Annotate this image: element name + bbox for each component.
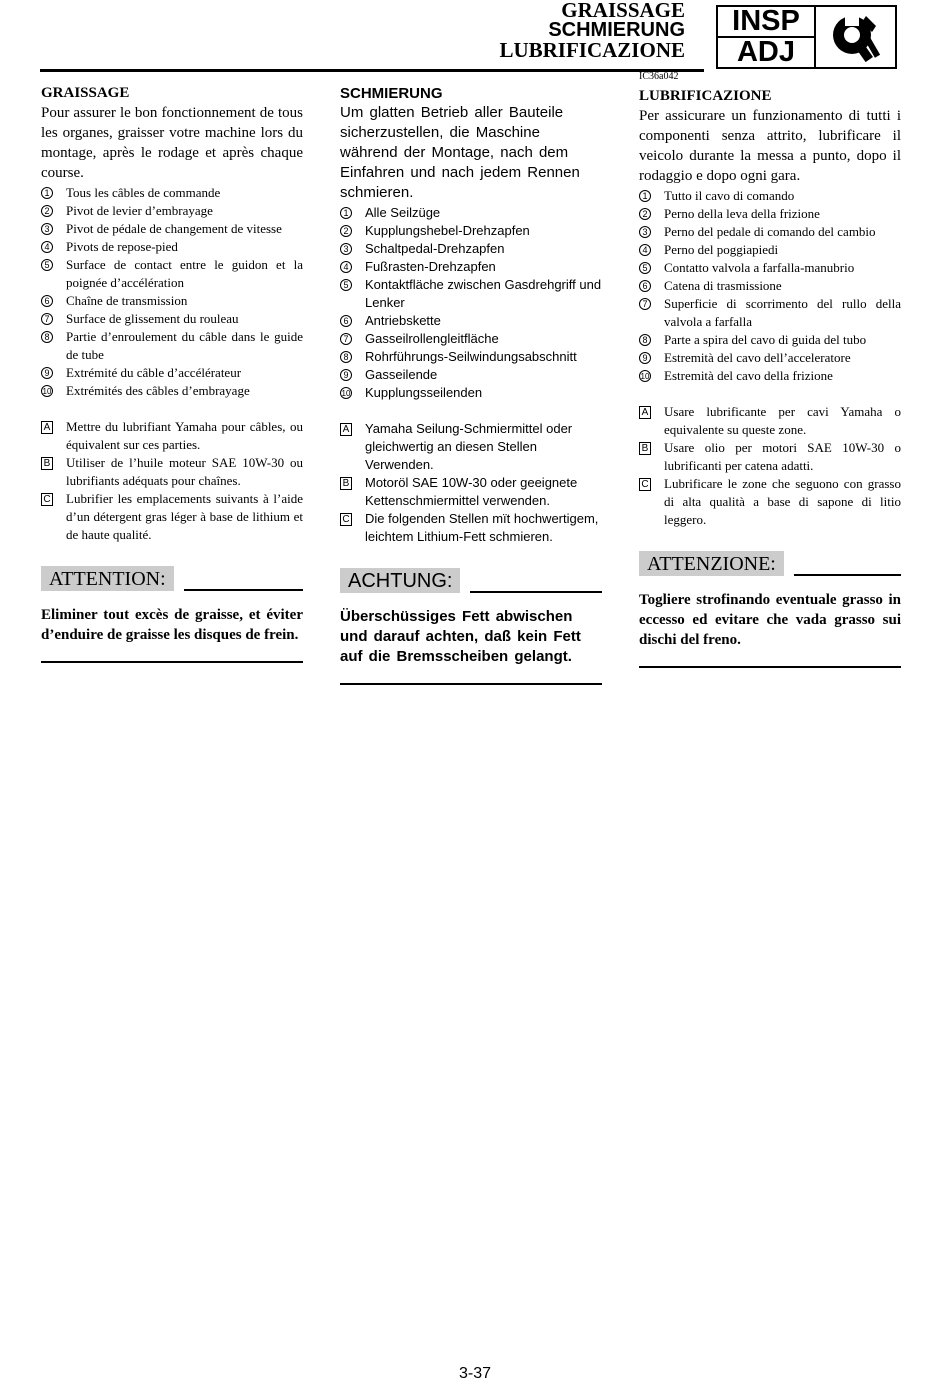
warning-header-fr <box>41 566 303 591</box>
number-marker: 4 <box>639 244 651 256</box>
warning-label-it: ATTENZIONE: <box>639 551 784 576</box>
number-marker: 5 <box>639 262 651 274</box>
number-marker: 6 <box>340 315 352 327</box>
list-item-text: Tous les câbles de commande <box>66 185 221 200</box>
list-item <box>41 328 303 364</box>
list-item-text: Gasseilrollengleitfläche <box>365 331 499 346</box>
list-item-text: Rohrführungs-Seilwindungsabschnitt <box>365 349 577 364</box>
number-marker: 2 <box>340 225 352 237</box>
number-marker: 1 <box>340 207 352 219</box>
note-text: Die folgenden Stellen mït hochwertigem, leichtem Lithium-Fett schmieren. <box>365 511 599 544</box>
section-badge <box>716 5 897 69</box>
list-item <box>639 241 901 259</box>
notes-list-fr <box>41 418 303 544</box>
list-item-text: Pivot de pédale de changement de vitesse <box>66 221 282 236</box>
list-item <box>340 312 602 330</box>
list-item <box>639 259 901 277</box>
header-rule <box>40 69 704 72</box>
section-title-it: LUBRIFICAZIONE <box>639 88 772 104</box>
number-marker: 4 <box>340 261 352 273</box>
list-item-text: Schaltpedal-Drehzapfen <box>365 241 505 256</box>
list-item-text: Partie d’enroulement du câble dans le guide de tube <box>66 329 303 362</box>
letter-marker: C <box>340 513 352 526</box>
number-marker: 8 <box>41 331 53 343</box>
list-item-text: Extrémité du câble d’accélérateur <box>66 365 242 380</box>
number-marker: 8 <box>340 351 352 363</box>
list-item <box>340 258 602 276</box>
warning-line <box>184 589 303 591</box>
list-item <box>41 364 303 382</box>
number-marker: 9 <box>41 367 53 379</box>
list-item <box>340 240 602 258</box>
list-item <box>340 204 602 222</box>
list-item-text: Gasseilende <box>365 367 438 382</box>
list-item-text: Kupplungsseilenden <box>365 385 483 400</box>
number-marker: 2 <box>639 208 651 220</box>
list-item-text: Alle Seilzüge <box>365 205 441 220</box>
list-item <box>340 348 602 366</box>
number-marker: 6 <box>639 280 651 292</box>
note-text: Motoröl SAE 10W-30 oder geeignete Kettenschmiermittel verwenden. <box>365 475 578 508</box>
column-italian <box>639 87 901 668</box>
note-item <box>639 439 901 475</box>
number-marker: 7 <box>41 313 53 325</box>
list-item <box>340 276 602 312</box>
header-title-it: LUBRIFICAZIONE <box>499 38 685 62</box>
warning-label-fr: ATTENTION: <box>41 566 174 591</box>
letter-marker: B <box>41 457 53 470</box>
list-item-text: Estremità del cavo della frizione <box>664 368 833 383</box>
note-text: Usare lubrificante per cavi Yamaha o equivalente su queste zone. <box>664 404 901 437</box>
list-item-text: Kontaktfläche zwischen Gasdrehgriff und Lenker <box>365 277 602 310</box>
list-item-text: Catena di trasmissione <box>664 278 782 293</box>
list-item-text: Surface de glissement du rouleau <box>66 311 239 326</box>
number-marker: 9 <box>639 352 651 364</box>
warning-text-fr: Eliminer tout excès de graisse, et éviter d’enduire de graisse les disques de frein. <box>41 607 303 643</box>
letter-marker: C <box>41 493 53 506</box>
list-item <box>41 382 303 400</box>
number-marker: 6 <box>41 295 53 307</box>
warning-line <box>794 574 901 576</box>
letter-marker: A <box>639 406 651 419</box>
number-marker: 3 <box>41 223 53 235</box>
notes-list-it <box>639 403 901 529</box>
list-item-text: Estremità del cavo dell’acceleratore <box>664 350 851 365</box>
list-item-text: Fußrasten-Drehzapfen <box>365 259 496 274</box>
intro-it: Per assicurare un funzionamento di tutti i componenti senza attrito, lubrificare il veicolo durante la messa a punto, dopo il rodaggio e dopo ogni gara. <box>639 108 901 184</box>
number-marker: 7 <box>340 333 352 345</box>
number-marker: 1 <box>41 187 53 199</box>
note-text: Utiliser de l’huile moteur SAE 10W-30 ou lubrifiants adéquats pour chaînes. <box>66 455 303 488</box>
note-item <box>340 420 602 474</box>
list-item <box>639 187 901 205</box>
list-item <box>639 277 901 295</box>
warning-label-de: ACHTUNG: <box>340 568 460 593</box>
list-item <box>340 384 602 402</box>
warning-text-de: Überschüssiges Fett abwischen und darauf achten, daß kein Fett auf die Bremsscheiben gelangt. <box>340 608 581 665</box>
list-item-text: Tutto il cavo di comando <box>664 188 795 203</box>
header-title-fr: GRAISSAGE <box>561 0 685 22</box>
list-item <box>41 202 303 220</box>
list-item-text: Pivots de repose-pied <box>66 239 178 254</box>
warning-bottom-rule <box>41 661 303 663</box>
list-item-text: Perno del poggiapiedi <box>664 242 779 257</box>
list-item-text: Chaîne de transmission <box>66 293 188 308</box>
list-item <box>639 349 901 367</box>
page-number: 3-37 <box>458 1365 492 1382</box>
list-item-text: Antriebskette <box>365 313 441 328</box>
letter-marker: A <box>41 421 53 434</box>
list-item-text: Surface de contact entre le guidon et la poignée d’accélération <box>66 257 303 290</box>
list-item <box>340 330 602 348</box>
warning-line <box>470 591 602 593</box>
parts-list-it <box>639 187 901 385</box>
number-marker: 10 <box>341 389 351 398</box>
letter-marker: B <box>340 477 352 490</box>
letter-marker: C <box>639 478 651 491</box>
number-marker: 4 <box>41 241 53 253</box>
letter-marker: B <box>639 442 651 455</box>
parts-list-de <box>340 204 602 402</box>
intro-fr: Pour assurer le bon fonctionnement de tous les organes, graisser votre machine lors du montage, après le rodage et après chaque course. <box>41 105 303 181</box>
list-item-text: Kupplungshebel-Drehzapfen <box>365 223 530 238</box>
number-marker: 10 <box>640 372 650 381</box>
number-marker: 8 <box>639 334 651 346</box>
list-item-text: Extrémités des câbles d’embrayage <box>66 383 250 398</box>
list-item-text: Pivot de levier d’embrayage <box>66 203 213 218</box>
reference-code: IC36a042 <box>639 71 679 82</box>
warning-text-it: Togliere strofinando eventuale grasso in eccesso ed evitare che vada grasso sui dischi del freno. <box>639 592 901 648</box>
number-marker: 2 <box>41 205 53 217</box>
section-title-de: SCHMIERUNG <box>340 85 443 102</box>
number-marker: 3 <box>340 243 352 255</box>
parts-list-fr <box>41 184 303 400</box>
list-item-text: Perno del pedale di comando del cambio <box>664 224 876 239</box>
warning-bottom-rule <box>639 666 901 668</box>
header-title-de: SCHMIERUNG <box>548 19 685 41</box>
letter-marker: A <box>340 423 352 436</box>
intro-de: Um glatten Betrieb aller Bauteile sicherzustellen, die Maschine während der Montage, nach dem Einfahren und nach jedem Rennen schmieren. <box>340 104 580 201</box>
number-marker: 5 <box>41 259 53 271</box>
list-item-text: Perno della leva della frizione <box>664 206 820 221</box>
column-french <box>41 84 303 663</box>
column-german <box>340 84 602 685</box>
list-item <box>41 256 303 292</box>
note-item <box>41 418 303 454</box>
notes-list-de <box>340 420 602 546</box>
number-marker: 7 <box>639 298 651 310</box>
list-item <box>340 366 602 384</box>
warning-header-de <box>340 568 602 593</box>
note-text: Lubrifier les emplacements suivants à l’aide d’un détergent gras léger à base de lithium et de haute qualité. <box>66 491 303 542</box>
page-header-titles <box>499 0 685 60</box>
number-marker: 10 <box>42 387 52 396</box>
list-item <box>41 220 303 238</box>
list-item <box>41 184 303 202</box>
list-item <box>639 331 901 349</box>
note-text: Lubrificare le zone che seguono con grasso di alta qualità a base di sapone di litio leggero. <box>664 476 901 527</box>
note-text: Mettre du lubrifiant Yamaha pour câbles, ou équivalent sur ces parties. <box>66 419 303 452</box>
note-item <box>340 474 602 510</box>
note-item <box>639 403 901 439</box>
list-item <box>41 310 303 328</box>
note-item <box>340 510 602 546</box>
list-item <box>41 238 303 256</box>
badge-text <box>718 7 816 67</box>
list-item-text: Superficie di scorrimento del rullo della valvola a farfalla <box>664 296 901 329</box>
warning-bottom-rule <box>340 683 602 685</box>
list-item <box>639 223 901 241</box>
note-item <box>41 490 303 544</box>
badge-adj: ADJ <box>736 36 795 68</box>
number-marker: 9 <box>340 369 352 381</box>
note-text: Yamaha Seilung-Schmiermittel oder gleichwertig an diesen Stellen Verwenden. <box>365 421 573 472</box>
list-item <box>639 367 901 385</box>
warning-header-it <box>639 551 901 576</box>
note-item <box>41 454 303 490</box>
number-marker: 5 <box>340 279 352 291</box>
list-item <box>639 205 901 223</box>
number-marker: 1 <box>639 190 651 202</box>
wrench-screwdriver-icon <box>816 7 895 67</box>
list-item <box>41 292 303 310</box>
badge-insp: INSP <box>718 7 814 38</box>
list-item <box>639 295 901 331</box>
list-item-text: Contatto valvola a farfalla-manubrio <box>664 260 855 275</box>
list-item <box>340 222 602 240</box>
note-item <box>639 475 901 529</box>
number-marker: 3 <box>639 226 651 238</box>
section-title-fr: GRAISSAGE <box>41 85 130 101</box>
list-item-text: Parte a spira del cavo di guida del tubo <box>664 332 867 347</box>
note-text: Usare olio per motori SAE 10W-30 o lubrificanti per catena adatti. <box>664 440 901 473</box>
